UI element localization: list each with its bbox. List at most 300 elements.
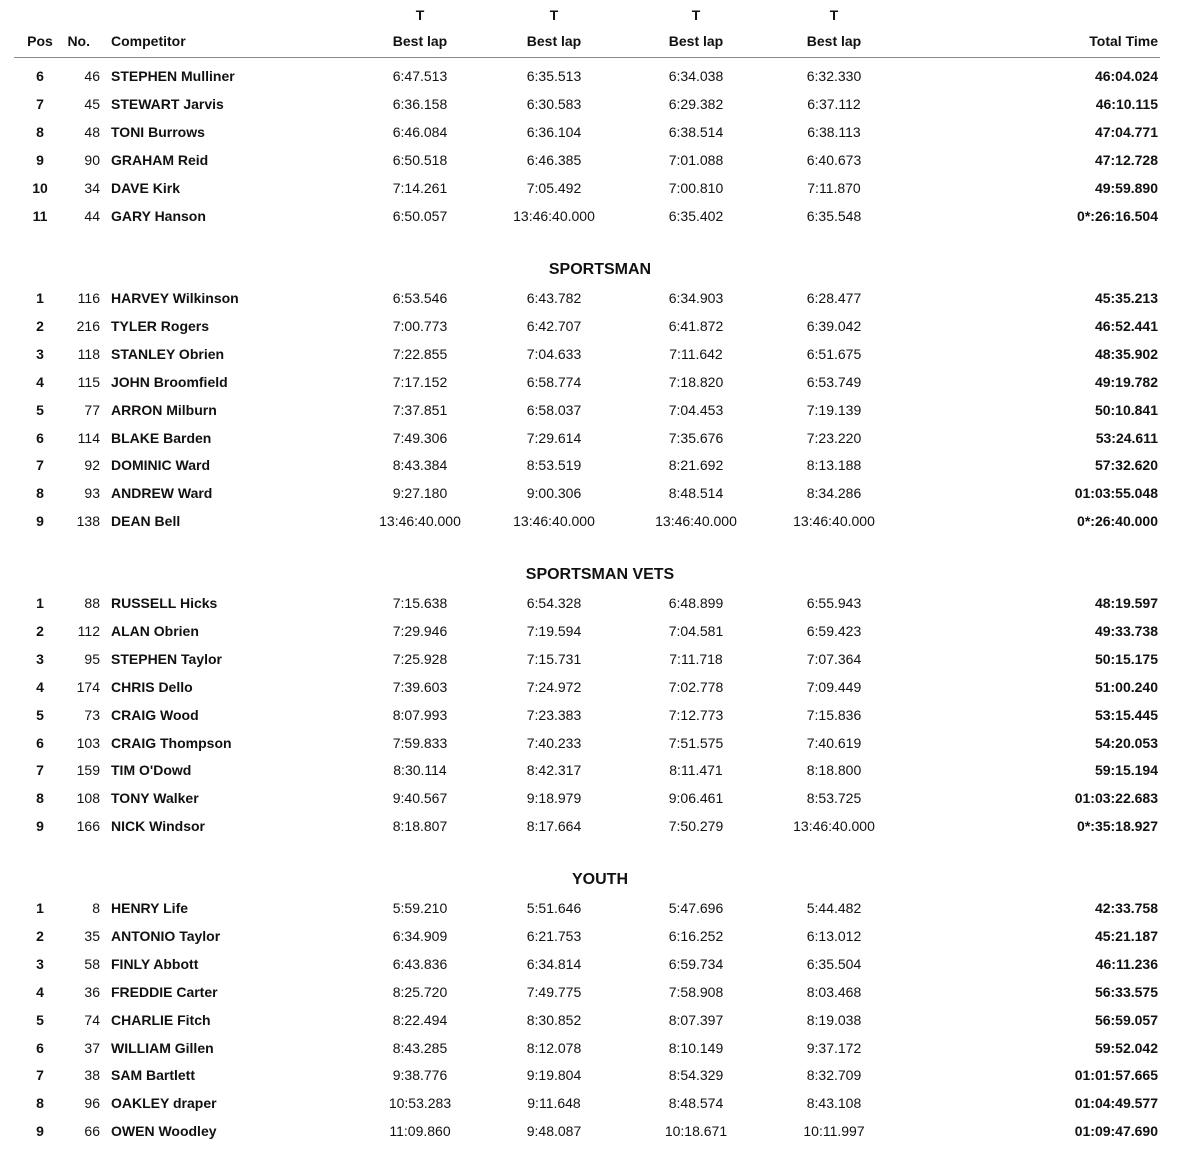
- lap-1-cell: 7:37.851: [392, 401, 448, 418]
- number-cell: 108: [76, 790, 100, 807]
- total-time-cell: 56:59.057: [1094, 1011, 1158, 1028]
- competitor-cell: JOHN Broomfield: [111, 373, 228, 390]
- lap-2-cell: 8:30.852: [526, 1011, 582, 1028]
- pos-cell: 1: [36, 900, 44, 916]
- lap-1-cell: 7:22.855: [392, 345, 448, 362]
- total-time-cell: 49:59.890: [1094, 179, 1158, 196]
- table-row: [0, 368, 1200, 396]
- number-cell: 74: [84, 1011, 100, 1028]
- lap-3-cell: 7:11.718: [669, 650, 723, 667]
- number-cell: 34: [84, 179, 100, 196]
- pos-cell: 6: [36, 68, 44, 84]
- lap-3-cell: 8:48.514: [668, 485, 724, 502]
- lap-1-cell: 9:40.567: [392, 790, 448, 807]
- table-row: [0, 340, 1200, 368]
- lap-4-cell: 6:35.548: [806, 207, 862, 224]
- column-header-row: [0, 32, 1200, 52]
- pos-cell: 8: [36, 1095, 44, 1112]
- number-cell: 93: [84, 485, 100, 502]
- number-cell: 90: [84, 151, 100, 168]
- table-row: [0, 424, 1200, 452]
- competitor-cell: TONI Burrows: [111, 123, 205, 140]
- lap-1-cell: 8:07.993: [392, 706, 448, 723]
- lap-4-cell: 6:32.330: [806, 68, 862, 84]
- lap-1-cell: 9:38.776: [392, 1067, 448, 1084]
- lap-3-cell: 13:46:40.000: [655, 513, 737, 530]
- lap-3-cell: 7:01.088: [668, 151, 724, 168]
- lap-2-cell: 6:54.328: [526, 595, 582, 611]
- table-row: [0, 701, 1200, 729]
- header-lap-2: Best lap: [526, 33, 582, 49]
- number-cell: 66: [84, 1123, 100, 1140]
- table-row: [0, 673, 1200, 701]
- lap-1-cell: 7:49.306: [392, 429, 448, 446]
- pos-cell: 9: [36, 513, 44, 530]
- competitor-cell: GRAHAM Reid: [111, 151, 209, 168]
- lap-3-cell: 7:02.778: [668, 678, 724, 695]
- table-row: [0, 729, 1200, 757]
- lap-3-cell: 7:35.676: [668, 429, 724, 446]
- table-row: [0, 118, 1200, 146]
- header-competitor: Competitor: [111, 33, 186, 49]
- lap-2-cell: 6:21.753: [526, 927, 582, 944]
- total-time-cell: 53:15.445: [1094, 706, 1158, 723]
- lap-4-cell: 7:09.449: [806, 678, 862, 695]
- pos-cell: 3: [36, 345, 44, 362]
- total-time-cell: 57:32.620: [1094, 457, 1158, 474]
- table-row: [0, 589, 1200, 617]
- lap-3-cell: 7:04.453: [668, 401, 724, 418]
- lap-1-cell: 7:59.833: [392, 734, 448, 751]
- competitor-cell: DAVE Kirk: [111, 179, 180, 196]
- lap-3-cell: 6:38.514: [668, 123, 724, 140]
- lap-2-cell: 6:46.385: [526, 151, 582, 168]
- lap-3-cell: 6:35.402: [668, 207, 724, 224]
- competitor-cell: CHARLIE Fitch: [111, 1011, 211, 1028]
- competitor-cell: CHRIS Dello: [111, 678, 193, 695]
- lap-2-cell: 6:30.583: [526, 95, 582, 112]
- pos-cell: 2: [36, 927, 44, 944]
- lap-3-cell: 5:47.696: [668, 900, 724, 916]
- lap-1-cell: 6:36.158: [392, 95, 448, 112]
- header-lap-1: Best lap: [392, 33, 448, 49]
- total-time-cell: 53:24.611: [1095, 429, 1158, 446]
- lap-1-cell: 6:50.518: [392, 151, 448, 168]
- competitor-cell: CRAIG Wood: [111, 706, 199, 723]
- header-lap-3: Best lap: [668, 33, 724, 49]
- pos-cell: 6: [36, 734, 44, 751]
- header-lap-4: Best lap: [806, 33, 862, 49]
- total-time-cell: 46:10.115: [1095, 95, 1158, 112]
- pos-cell: 10: [32, 179, 48, 196]
- lap-4-cell: 7:15.836: [806, 706, 862, 723]
- section-title: SPORTSMAN: [548, 261, 652, 278]
- table-row: [0, 451, 1200, 479]
- pos-cell: 1: [36, 290, 44, 306]
- lap-4-cell: 10:11.997: [803, 1123, 865, 1140]
- number-cell: 77: [84, 401, 100, 418]
- lap-4-cell: 7:07.364: [806, 650, 862, 667]
- lap-4-cell: 7:19.139: [806, 401, 862, 418]
- section-title: SPORTSMAN VETS: [525, 566, 675, 583]
- table-row: [0, 978, 1200, 1006]
- pos-cell: 9: [36, 151, 44, 168]
- total-time-cell: 01:04:49.577: [1074, 1095, 1158, 1112]
- header-divider: [14, 57, 1160, 58]
- total-time-cell: 59:15.194: [1094, 762, 1158, 779]
- total-time-cell: 42:33.758: [1094, 900, 1158, 916]
- lap-1-cell: 11:09.860: [389, 1123, 451, 1140]
- number-cell: 38: [84, 1067, 100, 1084]
- lap-4-cell: 6:51.675: [806, 345, 862, 362]
- lap-4-cell: 6:40.673: [806, 151, 862, 168]
- lap-4-cell: 8:03.468: [806, 983, 862, 1000]
- table-row: [0, 1089, 1200, 1117]
- lap-3-cell: 8:10.149: [668, 1039, 724, 1056]
- table-row: [0, 756, 1200, 784]
- lap-1-cell: 8:43.285: [392, 1039, 448, 1056]
- lap-3-cell: 7:18.820: [668, 373, 724, 390]
- total-time-cell: 54:20.053: [1094, 734, 1158, 751]
- table-row: [0, 62, 1200, 90]
- lap-4-cell: 6:37.112: [807, 95, 861, 112]
- number-cell: 35: [84, 927, 100, 944]
- lap-3-cell: 7:11.642: [669, 345, 723, 362]
- lap-2-cell: 6:58.037: [526, 401, 582, 418]
- total-time-cell: 56:33.575: [1094, 983, 1158, 1000]
- number-cell: 92: [84, 457, 100, 474]
- total-time-cell: 01:03:55.048: [1074, 485, 1158, 502]
- lap-3-cell: 8:48.574: [668, 1095, 724, 1112]
- total-time-cell: 47:04.771: [1094, 123, 1158, 140]
- pos-cell: 9: [36, 1123, 44, 1140]
- competitor-cell: GARY Hanson: [111, 207, 206, 224]
- lap-1-cell: 6:34.909: [392, 927, 448, 944]
- lap-2-cell: 6:43.782: [526, 290, 582, 306]
- lap-2-cell: 7:23.383: [526, 706, 582, 723]
- pos-cell: 11: [32, 207, 48, 224]
- table-row: [0, 812, 1200, 840]
- lap-4-cell: 8:43.108: [806, 1095, 862, 1112]
- lap-2-cell: 8:53.519: [526, 457, 582, 474]
- lap-2-cell: 6:34.814: [526, 955, 582, 972]
- competitor-cell: SAM Bartlett: [111, 1067, 196, 1084]
- number-cell: 159: [76, 762, 100, 779]
- lap-3-cell: 8:54.329: [668, 1067, 724, 1084]
- table-row: [0, 1034, 1200, 1062]
- lap-3-cell: 8:21.692: [668, 457, 724, 474]
- competitor-cell: BLAKE Barden: [111, 429, 212, 446]
- header-number: No.: [67, 33, 90, 49]
- table-row: [0, 894, 1200, 922]
- lap-2-cell: 8:17.664: [526, 818, 582, 835]
- lap-marker-4: T: [829, 7, 839, 23]
- total-time-cell: 0*:26:16.504: [1077, 207, 1158, 224]
- total-time-cell: 46:04.024: [1094, 68, 1158, 84]
- lap-3-cell: 6:41.872: [668, 317, 724, 334]
- lap-4-cell: 8:13.188: [806, 457, 862, 474]
- total-time-cell: 0*:35:18.927: [1077, 818, 1158, 835]
- lap-3-cell: 6:16.252: [668, 927, 724, 944]
- lap-3-cell: 8:11.471: [669, 762, 723, 779]
- lap-2-cell: 7:29.614: [526, 429, 582, 446]
- lap-2-cell: 7:15.731: [526, 650, 582, 667]
- table-row: [0, 479, 1200, 507]
- lap-4-cell: 8:32.709: [806, 1067, 862, 1084]
- lap-1-cell: 7:14.261: [392, 179, 448, 196]
- lap-4-cell: 6:35.504: [806, 955, 862, 972]
- lap-2-cell: 8:42.317: [526, 762, 582, 779]
- competitor-cell: NICK Windsor: [111, 818, 205, 835]
- lap-3-cell: 7:04.581: [668, 622, 724, 639]
- competitor-cell: CRAIG Thompson: [111, 734, 232, 751]
- number-cell: 115: [77, 373, 100, 390]
- number-cell: 174: [76, 678, 100, 695]
- lap-4-cell: 7:23.220: [806, 429, 862, 446]
- competitor-cell: FREDDIE Carter: [111, 983, 218, 1000]
- lap-3-cell: 6:34.903: [668, 290, 724, 306]
- lap-2-cell: 7:04.633: [526, 345, 582, 362]
- pos-cell: 4: [36, 373, 44, 390]
- pos-cell: 4: [36, 983, 44, 1000]
- lap-2-cell: 6:42.707: [526, 317, 582, 334]
- lap-marker-3: T: [691, 7, 701, 23]
- lap-2-cell: 6:36.104: [526, 123, 582, 140]
- pos-cell: 7: [36, 1067, 44, 1084]
- lap-2-cell: 9:11.648: [527, 1095, 581, 1112]
- number-cell: 44: [84, 207, 100, 224]
- pos-cell: 3: [36, 955, 44, 972]
- number-cell: 45: [84, 95, 100, 112]
- number-cell: 46: [84, 68, 100, 84]
- competitor-cell: OWEN Woodley: [111, 1123, 217, 1140]
- pos-cell: 6: [36, 429, 44, 446]
- competitor-cell: ANTONIO Taylor: [111, 927, 221, 944]
- lap-1-cell: 7:00.773: [392, 317, 448, 334]
- table-row: [0, 950, 1200, 978]
- number-cell: 216: [76, 317, 100, 334]
- competitor-cell: RUSSELL Hicks: [111, 595, 218, 611]
- lap-3-cell: 8:07.397: [668, 1011, 724, 1028]
- lap-3-cell: 6:48.899: [668, 595, 724, 611]
- lap-1-cell: 6:50.057: [392, 207, 448, 224]
- lap-3-cell: 7:51.575: [668, 734, 724, 751]
- table-row: [0, 1117, 1200, 1145]
- competitor-cell: STANLEY Obrien: [111, 345, 225, 362]
- pos-cell: 7: [36, 762, 44, 779]
- lap-4-cell: 6:13.012: [806, 927, 862, 944]
- pos-cell: 7: [36, 457, 44, 474]
- number-cell: 48: [84, 123, 100, 140]
- lap-3-cell: 7:12.773: [668, 706, 724, 723]
- lap-2-cell: 6:35.513: [526, 68, 582, 84]
- competitor-cell: OAKLEY draper: [111, 1095, 217, 1112]
- number-cell: 138: [76, 513, 100, 530]
- lap-2-cell: 5:51.646: [526, 900, 582, 916]
- total-time-cell: 50:15.175: [1094, 650, 1158, 667]
- lap-2-cell: 13:46:40.000: [513, 513, 595, 530]
- number-cell: 8: [92, 900, 100, 916]
- lap-1-cell: 5:59.210: [392, 900, 448, 916]
- header-pos: Pos: [27, 33, 53, 49]
- lap-4-cell: 9:37.172: [806, 1039, 862, 1056]
- table-row: [0, 784, 1200, 812]
- lap-1-cell: 7:25.928: [392, 650, 448, 667]
- lap-4-cell: 8:18.800: [806, 762, 862, 779]
- number-cell: 114: [77, 429, 100, 446]
- lap-2-cell: 6:58.774: [526, 373, 582, 390]
- competitor-cell: TIM O'Dowd: [111, 762, 192, 779]
- competitor-cell: TYLER Rogers: [111, 317, 210, 334]
- lap-marker-row: [0, 6, 1200, 24]
- total-time-cell: 01:01:57.665: [1074, 1067, 1158, 1084]
- lap-2-cell: 9:48.087: [526, 1123, 582, 1140]
- header-total-time: Total Time: [1089, 33, 1158, 49]
- total-time-cell: 49:19.782: [1094, 373, 1158, 390]
- total-time-cell: 0*:26:40.000: [1077, 513, 1158, 530]
- table-row: [0, 396, 1200, 424]
- lap-1-cell: 6:43.836: [392, 955, 448, 972]
- competitor-cell: ARRON Milburn: [111, 401, 217, 418]
- lap-1-cell: 8:30.114: [393, 762, 447, 779]
- lap-2-cell: 8:12.078: [526, 1039, 582, 1056]
- number-cell: 118: [77, 345, 100, 362]
- table-row: [0, 645, 1200, 673]
- lap-1-cell: 6:47.513: [392, 68, 448, 84]
- lap-marker-1: T: [415, 7, 425, 23]
- table-row: [0, 284, 1200, 312]
- lap-1-cell: 13:46:40.000: [379, 513, 461, 530]
- lap-1-cell: 6:53.546: [392, 290, 448, 306]
- lap-1-cell: 7:39.603: [392, 678, 448, 695]
- total-time-cell: 46:11.236: [1095, 955, 1158, 972]
- lap-4-cell: 6:59.423: [806, 622, 862, 639]
- pos-cell: 7: [36, 95, 44, 112]
- lap-4-cell: 6:39.042: [806, 317, 862, 334]
- competitor-cell: HENRY Life: [111, 900, 189, 916]
- pos-cell: 1: [36, 595, 44, 611]
- table-row: [0, 312, 1200, 340]
- lap-4-cell: 13:46:40.000: [793, 818, 875, 835]
- lap-4-cell: 7:11.870: [807, 179, 861, 196]
- number-cell: 166: [76, 818, 100, 835]
- competitor-cell: STEPHEN Taylor: [111, 650, 222, 667]
- lap-3-cell: 7:58.908: [668, 983, 724, 1000]
- competitor-cell: WILLIAM Gillen: [111, 1039, 214, 1056]
- pos-cell: 2: [36, 317, 44, 334]
- lap-1-cell: 7:15.638: [392, 595, 448, 611]
- total-time-cell: 45:35.213: [1094, 290, 1158, 306]
- pos-cell: 4: [36, 678, 44, 695]
- lap-3-cell: 7:00.810: [668, 179, 724, 196]
- total-time-cell: 48:35.902: [1094, 345, 1158, 362]
- lap-2-cell: 7:40.233: [526, 734, 582, 751]
- number-cell: 103: [76, 734, 100, 751]
- competitor-cell: STEPHEN Mulliner: [111, 68, 235, 84]
- pos-cell: 5: [36, 1011, 44, 1028]
- lap-4-cell: 6:53.749: [806, 373, 862, 390]
- total-time-cell: 51:00.240: [1094, 678, 1158, 695]
- lap-4-cell: 8:53.725: [806, 790, 862, 807]
- table-row: [0, 1061, 1200, 1089]
- section-title: YOUTH: [572, 871, 628, 888]
- number-cell: 116: [77, 290, 100, 306]
- lap-1-cell: 8:22.494: [392, 1011, 448, 1028]
- total-time-cell: 01:03:22.683: [1074, 790, 1158, 807]
- pos-cell: 5: [36, 706, 44, 723]
- lap-1-cell: 8:43.384: [392, 457, 448, 474]
- pos-cell: 2: [36, 622, 44, 639]
- lap-3-cell: 10:18.671: [664, 1123, 728, 1140]
- total-time-cell: 48:19.597: [1094, 595, 1158, 611]
- total-time-cell: 01:09:47.690: [1074, 1123, 1158, 1140]
- lap-3-cell: 6:34.038: [668, 68, 724, 84]
- total-time-cell: 59:52.042: [1094, 1039, 1158, 1056]
- lap-1-cell: 8:25.720: [392, 983, 448, 1000]
- lap-4-cell: 8:19.038: [806, 1011, 862, 1028]
- lap-marker-2: T: [549, 7, 559, 23]
- lap-3-cell: 9:06.461: [668, 790, 724, 807]
- table-row: [0, 146, 1200, 174]
- number-cell: 112: [77, 622, 100, 639]
- total-time-cell: 47:12.728: [1094, 151, 1158, 168]
- lap-2-cell: 9:00.306: [526, 485, 582, 502]
- lap-2-cell: 7:19.594: [526, 622, 582, 639]
- lap-4-cell: 13:46:40.000: [793, 513, 875, 530]
- total-time-cell: 50:10.841: [1094, 401, 1158, 418]
- table-row: [0, 174, 1200, 202]
- total-time-cell: 45:21.187: [1094, 927, 1158, 944]
- lap-1-cell: 6:46.084: [392, 123, 448, 140]
- competitor-cell: STEWART Jarvis: [111, 95, 224, 112]
- lap-4-cell: 5:44.482: [806, 900, 862, 916]
- number-cell: 36: [84, 983, 100, 1000]
- lap-4-cell: 6:55.943: [806, 595, 862, 611]
- lap-4-cell: 7:40.619: [806, 734, 862, 751]
- lap-2-cell: 7:24.972: [526, 678, 582, 695]
- number-cell: 73: [84, 706, 100, 723]
- pos-cell: 8: [36, 790, 44, 807]
- competitor-cell: DOMINIC Ward: [111, 457, 211, 474]
- competitor-cell: ANDREW Ward: [111, 485, 213, 502]
- lap-3-cell: 7:50.279: [668, 818, 724, 835]
- lap-4-cell: 6:28.477: [806, 290, 862, 306]
- total-time-cell: 46:52.441: [1094, 317, 1158, 334]
- number-cell: 96: [84, 1095, 100, 1112]
- pos-cell: 8: [36, 485, 44, 502]
- pos-cell: 3: [36, 650, 44, 667]
- lap-2-cell: 7:49.775: [526, 983, 582, 1000]
- pos-cell: 8: [36, 123, 44, 140]
- lap-4-cell: 6:38.113: [807, 123, 861, 140]
- lap-2-cell: 9:19.804: [526, 1067, 582, 1084]
- table-row: [0, 1006, 1200, 1034]
- table-row: [0, 617, 1200, 645]
- lap-1-cell: 7:17.152: [392, 373, 448, 390]
- competitor-cell: DEAN Bell: [111, 513, 181, 530]
- lap-1-cell: 9:27.180: [392, 485, 448, 502]
- lap-3-cell: 6:29.382: [668, 95, 724, 112]
- competitor-cell: FINLY Abbott: [111, 955, 199, 972]
- lap-1-cell: 8:18.807: [392, 818, 448, 835]
- table-row: [0, 922, 1200, 950]
- pos-cell: 9: [36, 818, 44, 835]
- number-cell: 88: [84, 595, 100, 611]
- table-row: [0, 90, 1200, 118]
- number-cell: 58: [84, 955, 100, 972]
- lap-3-cell: 6:59.734: [668, 955, 724, 972]
- lap-1-cell: 10:53.283: [388, 1095, 452, 1112]
